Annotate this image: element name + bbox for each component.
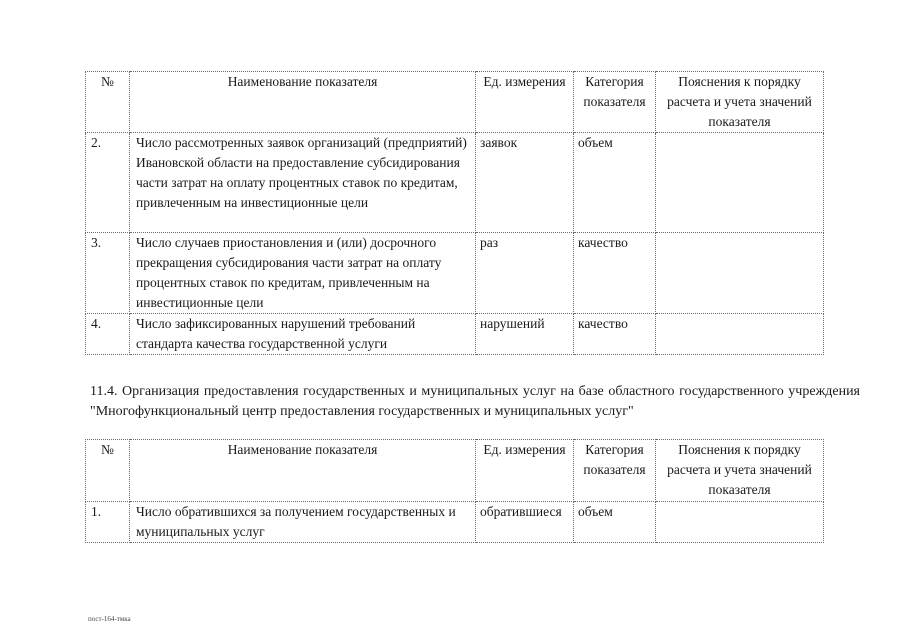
table-row [86,502,824,543]
row-number: 2. [86,133,130,233]
indicator-name: Число обратившихся за получением государственных и муниципальных услуг [130,502,476,543]
category-cell: качество [574,233,656,314]
indicator-name: Число случаев приостановления и (или) досрочного прекращения субсидирования части затрат на оплату процентных ставок по кредитам, привлеченным на инвестиционные цели [130,233,476,314]
notes-cell [656,233,824,314]
unit-cell: заявок [476,133,574,233]
header-unit: Ед. измерения [476,72,574,133]
header-indicator-name: Наименование показателя [130,72,476,133]
unit-cell: нарушений [476,314,574,355]
table-header-row [86,440,824,502]
unit-cell: раз [476,233,574,314]
header-indicator-name: Наименование показателя [130,440,476,502]
header-notes: Пояснения к порядку расчета и учета значений показателя [656,72,824,133]
indicator-name: Число зафиксированных нарушений требований стандарта качества государственной услуги [130,314,476,355]
category-cell: объем [574,133,656,233]
indicators-table-1 [85,71,824,355]
header-category: Категория показателя [574,72,656,133]
row-number: 1. [86,502,130,543]
header-unit: Ед. измерения [476,440,574,502]
header-number: № [86,440,130,502]
indicator-name: Число рассмотренных заявок организаций (предприятий) Ивановской области на предоставление субсидирования части затрат на оплату процентных ставок по кредитам, привлеченным на инвестиционные цели [130,133,476,233]
table-row [86,314,824,355]
row-number: 3. [86,233,130,314]
table-row [86,233,824,314]
header-number: № [86,72,130,133]
header-category: Категория показателя [574,440,656,502]
category-cell: качество [574,314,656,355]
category-cell: объем [574,502,656,543]
table-header-row [86,72,824,133]
footer-file-reference: пост-164-тмка [88,615,131,623]
unit-cell: обратившиеся [476,502,574,543]
table-row [86,133,824,233]
notes-cell [656,133,824,233]
header-notes: Пояснения к порядку расчета и учета значений показателя [656,440,824,502]
indicators-table-2 [85,439,824,543]
notes-cell [656,502,824,543]
section-heading: 11.4. Организация предоставления государственных и муниципальных услуг на базе областного государственного учреждения "Многофункциональный центр предоставления государственных и муниципальных услуг" [90,384,860,419]
notes-cell [656,314,824,355]
row-number: 4. [86,314,130,355]
